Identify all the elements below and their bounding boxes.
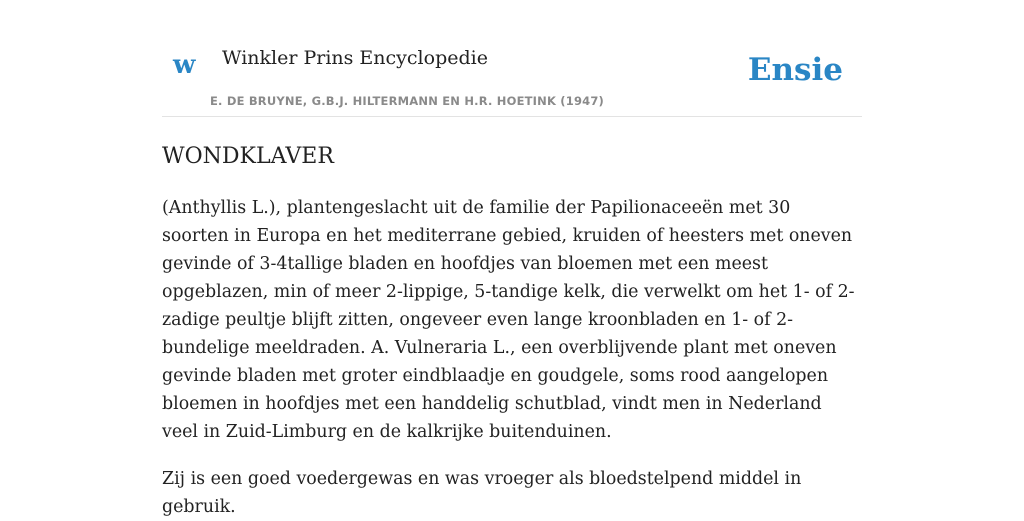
encyclopedia-authors: E. DE BRUYNE, G.B.J. HILTERMANN EN H.R. HOETINK (1947) [210, 94, 605, 108]
encyclopedia-title-link[interactable]: Winkler Prins Encyclopedie [222, 47, 488, 69]
entry-paragraph: Zij is een goed voedergewas en was vroeger als bloedstelpend middel in gebruik. [162, 469, 802, 517]
encyclopedia-header [162, 0, 862, 117]
encyclopedia-logo[interactable]: w [173, 50, 196, 80]
article-page [162, 0, 862, 521]
entry-paragraph: (Anthyllis L.), plantengeslacht uit de familie der Papilionaceeën met 30 soorten in Europa en het mediterrane gebied, kruiden of heesters met oneven gevinde of 3-4tallige bladen en hoofdjes van bloemen met een meest opgeblazen, min of meer 2-lippige, 5-tandige kelk, die verwelkt om het 1- of 2-zadige peultje blijft zitten, ongeveer even lange kroonbladen en 1- of 2-bundelige meeldraden. A. Vulneraria L., een overblijvende plant met oneven gevinde bladen met groter eindblaadje en goudgele, soms rood aangelopen bloemen in hoofdjes met een handdelig schutblad, vindt men in Nederland veel in Zuid-Limburg en de kalkrijke buitenduinen. [162, 198, 855, 442]
ensie-brand-logo[interactable]: Ensie [747, 52, 843, 88]
entry-title: WONDKLAVER [162, 144, 334, 169]
